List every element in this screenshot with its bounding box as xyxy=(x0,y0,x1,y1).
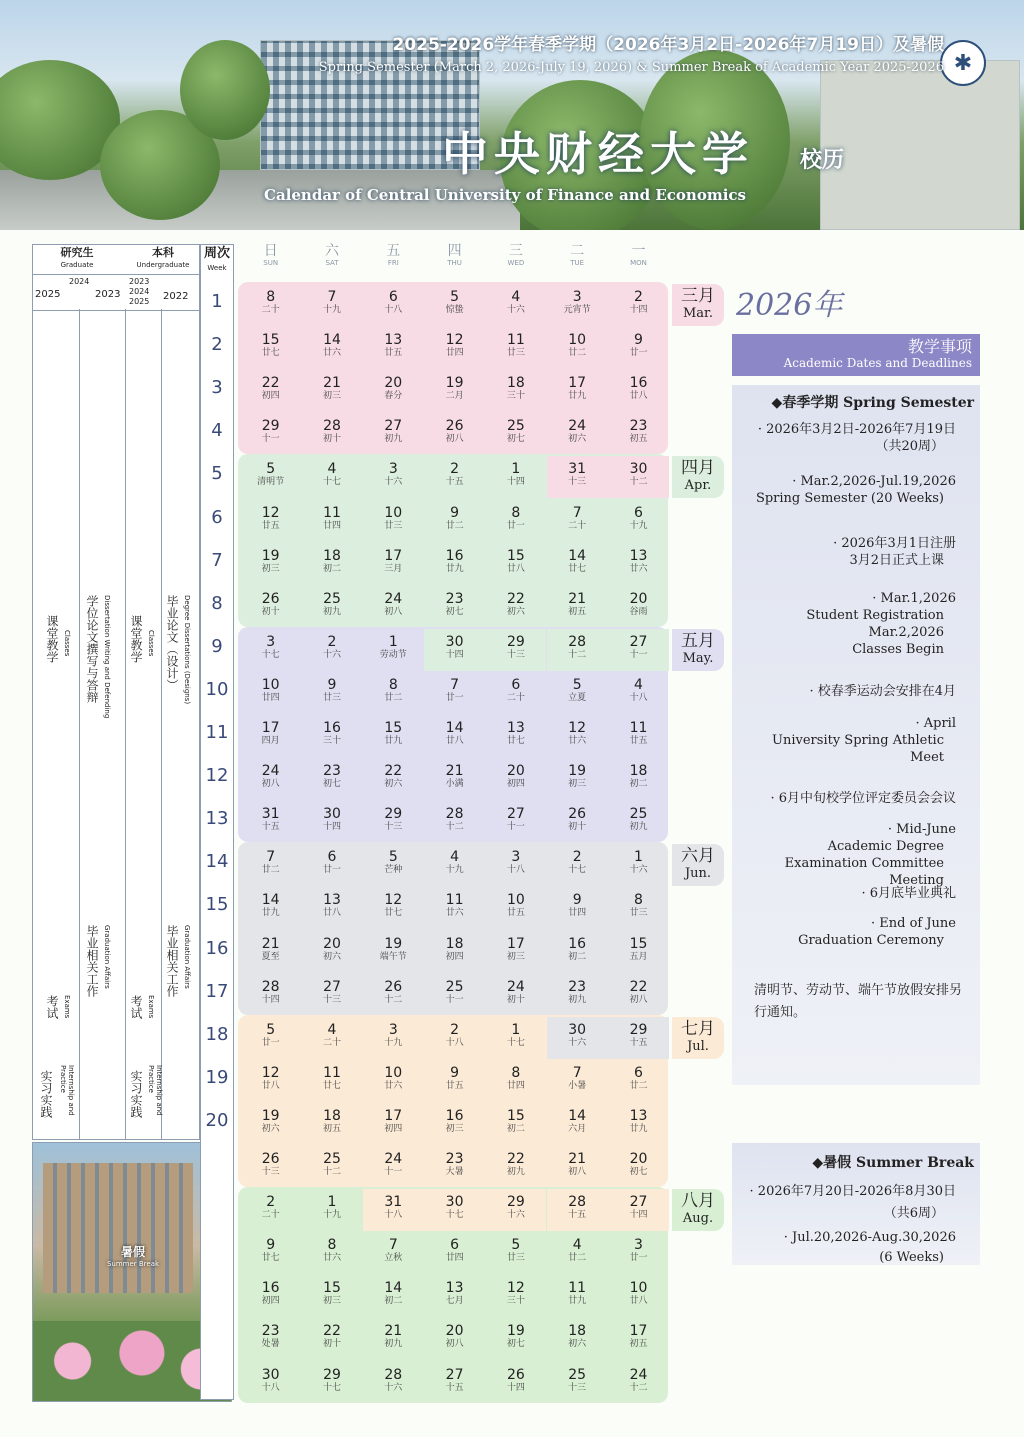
date-cell: 2 二十 xyxy=(261,1194,280,1221)
academic-item: · 校春季运动会安排在4月 xyxy=(809,684,956,699)
date-cell: 12 廿四 xyxy=(445,332,464,359)
date-cell: 17 三月 xyxy=(384,547,403,574)
date-cell: 8 廿四 xyxy=(506,1064,525,1091)
date-cell: 16 初四 xyxy=(261,1280,280,1307)
academic-item: Meet xyxy=(910,750,944,765)
date-cell: 29 十一 xyxy=(261,418,280,445)
date-cell: 5 立夏 xyxy=(568,676,587,703)
date-cell: 11 廿四 xyxy=(322,504,341,531)
date-cell: 6 廿一 xyxy=(322,849,341,876)
academic-item: · Mid-June xyxy=(887,822,956,837)
academic-item: · 6月底毕业典礼 xyxy=(861,886,956,901)
date-cell: 6 廿二 xyxy=(629,1064,648,1091)
date-cell: 17 初四 xyxy=(384,1107,403,1134)
date-cell: 26 初十 xyxy=(261,590,280,617)
academic-item: Spring Semester (20 Weeks) xyxy=(755,491,944,506)
date-cell: 10 廿八 xyxy=(629,1280,648,1307)
academic-item: · End of June xyxy=(870,916,956,931)
grad-practice-en: Internship and Practice xyxy=(59,1065,75,1116)
date-cell: 28 十二 xyxy=(547,629,608,671)
date-cell: 14 廿七 xyxy=(568,547,587,574)
date-cell: 26 十三 xyxy=(261,1151,280,1177)
tree-image xyxy=(180,40,270,140)
date-cell: 1 十九 xyxy=(322,1194,341,1221)
academic-item: Mar.2,2026 xyxy=(868,625,944,640)
date-cell: 23 大暑 xyxy=(445,1151,464,1177)
academic-item: · April xyxy=(915,716,956,731)
university-name: 中央财经大学 xyxy=(442,127,754,181)
date-cell: 3 十八 xyxy=(506,849,525,876)
date-cell: 17 初五 xyxy=(629,1323,648,1350)
date-cell: 15 廿八 xyxy=(506,547,525,574)
building-image xyxy=(820,60,1020,230)
date-cell: 27 十五 xyxy=(445,1366,464,1393)
date-cell: 30 十七 xyxy=(424,1189,485,1231)
date-cell: 10 廿三 xyxy=(384,504,403,531)
date-cell: 16 三十 xyxy=(322,720,341,746)
week-number: 18 xyxy=(205,1023,229,1045)
date-cell: 22 初六 xyxy=(506,590,525,617)
weekday-sun: 日 SUN xyxy=(263,243,279,267)
date-cell: 14 廿九 xyxy=(261,892,280,919)
date-cell: 23 处暑 xyxy=(261,1323,280,1350)
date-cell: 1 劳动节 xyxy=(379,633,407,660)
date-cell: 28 十五 xyxy=(547,1189,608,1231)
date-cell: 8 廿三 xyxy=(629,892,648,919)
summer-item: · 2026年7月20日-2026年8月30日 xyxy=(749,1184,956,1199)
month-label: 八月 Aug. xyxy=(672,1189,724,1231)
date-cell: 21 初五 xyxy=(568,590,587,617)
date-cell: 15 五月 xyxy=(629,935,648,962)
ug-practice-en: Internship and Practice xyxy=(147,1065,163,1116)
date-cell: 16 初三 xyxy=(445,1107,464,1134)
date-cell: 12 廿八 xyxy=(261,1064,280,1091)
date-cell: 22 初四 xyxy=(261,375,280,402)
date-cell: 30 十六 xyxy=(547,1017,608,1059)
date-cell: 11 廿三 xyxy=(506,332,525,359)
date-cell: 24 初八 xyxy=(384,590,403,617)
date-cell: 18 初二 xyxy=(322,547,341,574)
academic-item: · Mar.2,2026-Jul.19,2026 xyxy=(792,474,956,489)
week-number: 6 xyxy=(211,506,223,528)
academic-item: Academic Degree xyxy=(827,839,944,854)
month-label: 三月 Mar. xyxy=(672,284,724,326)
date-cell: 8 廿二 xyxy=(384,676,403,703)
university-logo: ✱ xyxy=(940,40,986,86)
week-column xyxy=(200,244,234,1400)
grad-year: 2025 xyxy=(35,289,61,300)
date-cell: 12 廿六 xyxy=(568,720,587,746)
date-cell: 11 廿九 xyxy=(568,1280,587,1307)
ug-exams: 考试 xyxy=(129,995,143,1019)
date-cell: 7 立秋 xyxy=(384,1237,403,1264)
header-banner xyxy=(0,0,1024,230)
date-cell: 18 初二 xyxy=(629,763,648,790)
graduate-classes-en: Classes xyxy=(63,630,71,657)
date-cell: 21 初九 xyxy=(384,1323,403,1350)
date-cell: 30 十四 xyxy=(322,806,341,833)
date-cell: 19 初三 xyxy=(568,763,587,790)
academic-item: Student Registration xyxy=(806,608,944,623)
date-cell: 23 初七 xyxy=(445,590,464,617)
date-cell: 18 初六 xyxy=(568,1323,587,1350)
date-cell: 1 十六 xyxy=(629,849,648,876)
ug-year: 2023 xyxy=(129,277,150,286)
header-title: 2025-2026学年春季学期（2026年3月2日-2026年7月19日）及暑假 xyxy=(392,35,944,55)
date-cell: 9 廿三 xyxy=(322,676,341,703)
date-cell: 26 十二 xyxy=(384,978,403,1005)
week-number: 15 xyxy=(205,894,229,916)
date-cell: 23 初五 xyxy=(629,418,648,445)
date-cell: 2 十七 xyxy=(568,849,587,876)
date-cell: 19 初六 xyxy=(261,1107,280,1134)
ug-grad-affairs-en: Graduation Affairs xyxy=(183,925,191,989)
date-cell: 29 十三 xyxy=(384,806,403,833)
date-cell: 13 廿八 xyxy=(322,892,341,919)
date-cell: 14 初二 xyxy=(384,1280,403,1307)
week-number: 10 xyxy=(205,678,229,700)
date-cell: 21 小满 xyxy=(445,763,464,790)
date-cell: 30 十四 xyxy=(424,629,485,671)
date-cell: 22 初十 xyxy=(322,1323,341,1350)
date-cell: 6 廿四 xyxy=(445,1237,464,1264)
ug-thesis-en: Degree Dissertations (Designs) xyxy=(183,595,191,705)
academic-item: · 2026年3月1日注册 xyxy=(833,536,956,551)
grad-exams: 考试 xyxy=(45,995,59,1019)
weekday-tue: 二 TUE xyxy=(570,243,585,267)
date-cell: 20 初六 xyxy=(322,935,341,962)
date-cell: 28 十六 xyxy=(384,1366,403,1393)
date-cell: 9 廿七 xyxy=(261,1237,280,1264)
date-cell: 2 十八 xyxy=(445,1021,464,1048)
date-cell: 19 初三 xyxy=(261,547,280,574)
week-number: 7 xyxy=(211,549,223,571)
ug-thesis: 毕业论文（设计） xyxy=(165,595,179,691)
date-cell: 9 廿四 xyxy=(568,892,587,919)
date-cell: 13 廿九 xyxy=(629,1107,648,1134)
date-cell: 26 初八 xyxy=(445,418,464,445)
academic-item: Examination Committee Meeting xyxy=(784,856,944,888)
date-cell: 15 初三 xyxy=(322,1280,341,1307)
summer-item: · Jul.20,2026-Aug.30,2026 xyxy=(783,1230,956,1245)
summer-item: (6 Weeks) xyxy=(879,1250,944,1265)
date-cell: 24 十二 xyxy=(629,1366,648,1393)
ug-year: 2025 xyxy=(129,297,150,306)
date-cell: 6 十八 xyxy=(384,289,403,315)
date-cell: 16 廿八 xyxy=(629,375,648,402)
date-cell: 20 初四 xyxy=(506,763,525,790)
week-number: 4 xyxy=(211,420,223,442)
week-number: 2 xyxy=(211,334,223,356)
date-cell: 21 初三 xyxy=(322,375,341,402)
week-number: 19 xyxy=(205,1066,229,1088)
date-cell: 19 二月 xyxy=(445,375,464,402)
date-cell: 5 廿一 xyxy=(261,1021,280,1048)
date-cell: 21 初八 xyxy=(568,1151,587,1177)
date-cell: 1 十七 xyxy=(506,1021,525,1048)
ug-year: 2022 xyxy=(163,291,189,302)
date-cell: 24 十一 xyxy=(384,1151,403,1177)
date-cell: 29 十五 xyxy=(608,1017,669,1059)
date-cell: 20 春分 xyxy=(384,375,403,402)
date-cell: 11 廿六 xyxy=(445,892,464,919)
date-cell: 20 初八 xyxy=(445,1323,464,1350)
month-label: 四月 Apr. xyxy=(672,456,724,498)
summer-item: （共6周） xyxy=(883,1206,944,1221)
date-cell: 17 初三 xyxy=(506,935,525,962)
week-number: 11 xyxy=(205,722,229,743)
date-cell: 4 廿二 xyxy=(568,1237,587,1264)
date-cell: 7 廿一 xyxy=(445,676,464,703)
date-cell: 12 三十 xyxy=(506,1280,525,1307)
date-cell: 9 廿二 xyxy=(445,504,464,531)
date-cell: 6 十九 xyxy=(629,504,648,531)
date-cell: 2 十五 xyxy=(445,461,464,488)
date-cell: 23 初七 xyxy=(322,763,341,790)
date-cell: 20 谷雨 xyxy=(629,590,648,617)
date-cell: 25 初七 xyxy=(506,418,525,445)
date-cell: 10 廿五 xyxy=(506,892,525,919)
date-cell: 28 十二 xyxy=(445,806,464,833)
date-cell: 29 十七 xyxy=(322,1366,341,1393)
academic-item: · 2026年3月2日-2026年7月19日 xyxy=(757,422,956,437)
grad-year: 2023 xyxy=(95,289,121,300)
date-cell: 29 十六 xyxy=(485,1189,546,1231)
date-cell: 4 二十 xyxy=(322,1021,341,1048)
date-cell: 25 初九 xyxy=(322,590,341,617)
date-cell: 8 二十 xyxy=(261,289,280,315)
calendar-label: 校历 xyxy=(799,147,844,173)
date-cell: 13 廿七 xyxy=(506,720,525,746)
weekday-header xyxy=(240,244,670,272)
date-cell: 28 初十 xyxy=(322,418,341,445)
holiday-note: 清明节、劳动节、端午节放假安排另行通知。 xyxy=(754,983,963,1020)
date-cell: 24 初八 xyxy=(261,763,280,790)
date-cell: 22 初六 xyxy=(384,763,403,790)
ug-classes-en: Classes xyxy=(147,630,155,657)
week-number: 8 xyxy=(211,592,223,614)
weekday-fri: 五 FRI xyxy=(386,243,401,267)
date-cell: 11 廿五 xyxy=(629,720,648,746)
date-cell: 24 初六 xyxy=(568,418,587,445)
spring-semester-heading: ◆春季学期 Spring Semester xyxy=(771,395,974,411)
date-cell: 14 六月 xyxy=(568,1107,587,1134)
weekday-wed: 三 WED xyxy=(507,243,525,267)
date-cell: 1 十四 xyxy=(506,461,525,488)
week-number: 1 xyxy=(211,291,223,312)
date-cell: 17 廿九 xyxy=(568,375,587,402)
academic-item: · 6月中旬校学位评定委员会会议 xyxy=(770,791,956,806)
ug-exams-en: Exams xyxy=(147,995,155,1019)
week-number: 12 xyxy=(205,765,229,787)
ug-classes: 课堂教学 xyxy=(129,615,143,663)
date-cell: 14 廿八 xyxy=(445,720,464,746)
date-cell: 15 廿九 xyxy=(384,720,403,746)
weekday-thu: 四 THU xyxy=(447,243,462,267)
date-cell: 18 初四 xyxy=(445,935,464,962)
date-cell: 4 十七 xyxy=(322,461,341,488)
academic-header: 教学事项 Academic Dates and Deadlines xyxy=(732,334,980,376)
graduate-classes: 课堂教学 xyxy=(45,615,59,663)
date-cell: 22 初八 xyxy=(629,978,648,1005)
date-cell: 29 十三 xyxy=(485,629,546,671)
graduate-thesis-en: Dissertation Writing and Defending xyxy=(103,595,111,719)
date-cell: 25 十三 xyxy=(568,1366,587,1393)
academic-item: Classes Begin xyxy=(852,642,944,657)
academic-item: Graduation Ceremony xyxy=(798,933,944,948)
date-cell: 24 初十 xyxy=(506,978,525,1005)
date-cell: 16 初二 xyxy=(568,935,587,962)
date-cell: 12 廿七 xyxy=(384,892,403,919)
date-cell: 23 初九 xyxy=(568,978,587,1005)
date-cell: 20 初七 xyxy=(629,1151,648,1177)
header-english: Calendar of Central University of Finance and Economics xyxy=(264,186,746,204)
date-cell: 30 十二 xyxy=(608,456,669,498)
date-cell: 31 十五 xyxy=(261,806,280,833)
date-cell: 4 十六 xyxy=(506,289,525,315)
date-cell: 13 廿六 xyxy=(629,547,648,574)
date-cell: 22 初九 xyxy=(506,1151,525,1177)
week-number: 5 xyxy=(211,463,223,485)
date-cell: 18 三十 xyxy=(506,375,525,402)
graduate-header: 研究生 Graduate xyxy=(60,246,94,269)
date-cell: 19 初七 xyxy=(506,1323,525,1350)
week-number: 13 xyxy=(205,808,229,830)
date-cell: 2 十四 xyxy=(629,289,648,315)
date-cell: 12 廿五 xyxy=(261,504,280,531)
date-cell: 16 廿九 xyxy=(445,547,464,574)
grad-affairs: 毕业相关工作 xyxy=(85,925,99,997)
summer-break-heading: ◆暑假 Summer Break xyxy=(812,1155,974,1171)
weekday-sat: 六 SAT xyxy=(325,243,339,267)
date-cell: 7 十九 xyxy=(322,289,341,315)
date-cell: 26 初十 xyxy=(568,806,587,833)
date-cell: 13 七月 xyxy=(445,1280,464,1307)
date-cell: 4 十九 xyxy=(445,849,464,876)
summer-box xyxy=(732,1143,980,1265)
academic-item: · Mar.1,2026 xyxy=(872,591,956,606)
date-cell: 27 十一 xyxy=(506,806,525,833)
date-cell: 21 夏至 xyxy=(261,935,280,962)
date-cell: 26 十四 xyxy=(506,1366,525,1393)
date-cell: 17 四月 xyxy=(261,720,280,746)
date-cell: 27 十四 xyxy=(608,1189,669,1231)
undergraduate-header: 本科 Undergraduate xyxy=(136,246,190,269)
program-header xyxy=(33,245,201,275)
date-cell: 8 廿六 xyxy=(322,1237,341,1264)
date-cell: 3 元宵节 xyxy=(563,289,591,315)
date-cell: 9 廿一 xyxy=(629,332,648,359)
date-cell: 10 廿四 xyxy=(261,676,280,703)
grad-exams-en: Exams xyxy=(63,995,71,1019)
date-cell: 15 廿七 xyxy=(261,332,280,359)
date-cell: 4 十八 xyxy=(629,676,648,703)
date-cell: 15 初二 xyxy=(506,1107,525,1134)
date-cell: 31 十三 xyxy=(547,456,608,498)
date-cell: 3 廿一 xyxy=(629,1237,648,1264)
week-number: 16 xyxy=(205,937,229,959)
date-cell: 5 芒种 xyxy=(384,849,403,876)
date-cell: 9 廿五 xyxy=(445,1064,464,1091)
month-label: 六月 Jun. xyxy=(672,844,724,886)
summer-photo-caption: 暑假 Summer Break xyxy=(106,1245,160,1268)
date-cell: 27 初九 xyxy=(384,418,403,445)
week-number: 3 xyxy=(211,377,223,399)
grad-year: 2024 xyxy=(69,277,90,286)
date-cell: 25 十一 xyxy=(445,978,464,1005)
date-cell: 18 初五 xyxy=(322,1107,341,1134)
date-cell: 7 二十 xyxy=(568,504,587,531)
week-header: 周次 Week xyxy=(203,246,230,272)
date-cell: 27 十一 xyxy=(608,629,669,671)
date-cell: 27 十三 xyxy=(322,978,341,1005)
year-title: 2026年 xyxy=(736,288,843,323)
ug-practice: 实习实践 xyxy=(129,1070,143,1118)
date-cell: 7 廿二 xyxy=(261,849,280,876)
date-cell: 25 初九 xyxy=(629,806,648,833)
date-cell: 30 十八 xyxy=(261,1366,280,1393)
week-number: 20 xyxy=(205,1109,229,1131)
ug-grad-affairs: 毕业相关工作 xyxy=(165,925,179,997)
grad-affairs-en: Graduation Affairs xyxy=(103,925,111,989)
academic-item: （共20周） xyxy=(875,439,944,454)
date-cell: 7 小暑 xyxy=(568,1064,587,1091)
academic-item: University Spring Athletic xyxy=(772,733,944,748)
date-cell: 28 十四 xyxy=(261,978,280,1005)
date-cell: 10 廿二 xyxy=(568,332,587,359)
graduate-thesis: 学位论文撰写与答辩 xyxy=(85,595,99,703)
weekday-mon: 一 MON xyxy=(630,243,647,267)
ug-year: 2024 xyxy=(129,287,150,296)
date-cell: 5 惊蛰 xyxy=(445,289,464,315)
month-label: 五月 May. xyxy=(672,629,724,671)
date-cell: 3 十七 xyxy=(261,633,280,660)
date-cell: 5 廿三 xyxy=(506,1237,525,1264)
date-cell: 8 廿一 xyxy=(506,504,525,531)
date-cell: 3 十九 xyxy=(384,1021,403,1048)
date-cell: 5 清明节 xyxy=(257,461,285,488)
date-cell: 10 廿六 xyxy=(384,1064,403,1091)
header-subtitle: Spring Semester (March 2, 2026-July 19, 2026) & Summer Break of Academic Year 2025-2026 xyxy=(318,60,944,75)
month-label: 七月 Jul. xyxy=(672,1017,724,1059)
date-cell: 14 廿六 xyxy=(322,332,341,359)
week-number: 17 xyxy=(205,980,229,1002)
date-cell: 3 十六 xyxy=(384,461,403,488)
week-number: 14 xyxy=(205,851,229,873)
date-cell: 13 廿五 xyxy=(384,332,403,359)
date-cell: 19 端午节 xyxy=(379,935,407,962)
date-cell: 11 廿七 xyxy=(322,1064,341,1091)
program-panel xyxy=(32,244,200,1140)
date-cell: 31 十八 xyxy=(363,1189,424,1231)
academic-item: 3月2日正式上课 xyxy=(849,553,944,568)
date-cell: 6 二十 xyxy=(506,676,525,703)
date-cell: 2 十六 xyxy=(322,633,341,660)
grad-practice: 实习实践 xyxy=(39,1070,53,1118)
week-number: 9 xyxy=(211,635,223,657)
date-cell: 25 十二 xyxy=(322,1151,341,1177)
